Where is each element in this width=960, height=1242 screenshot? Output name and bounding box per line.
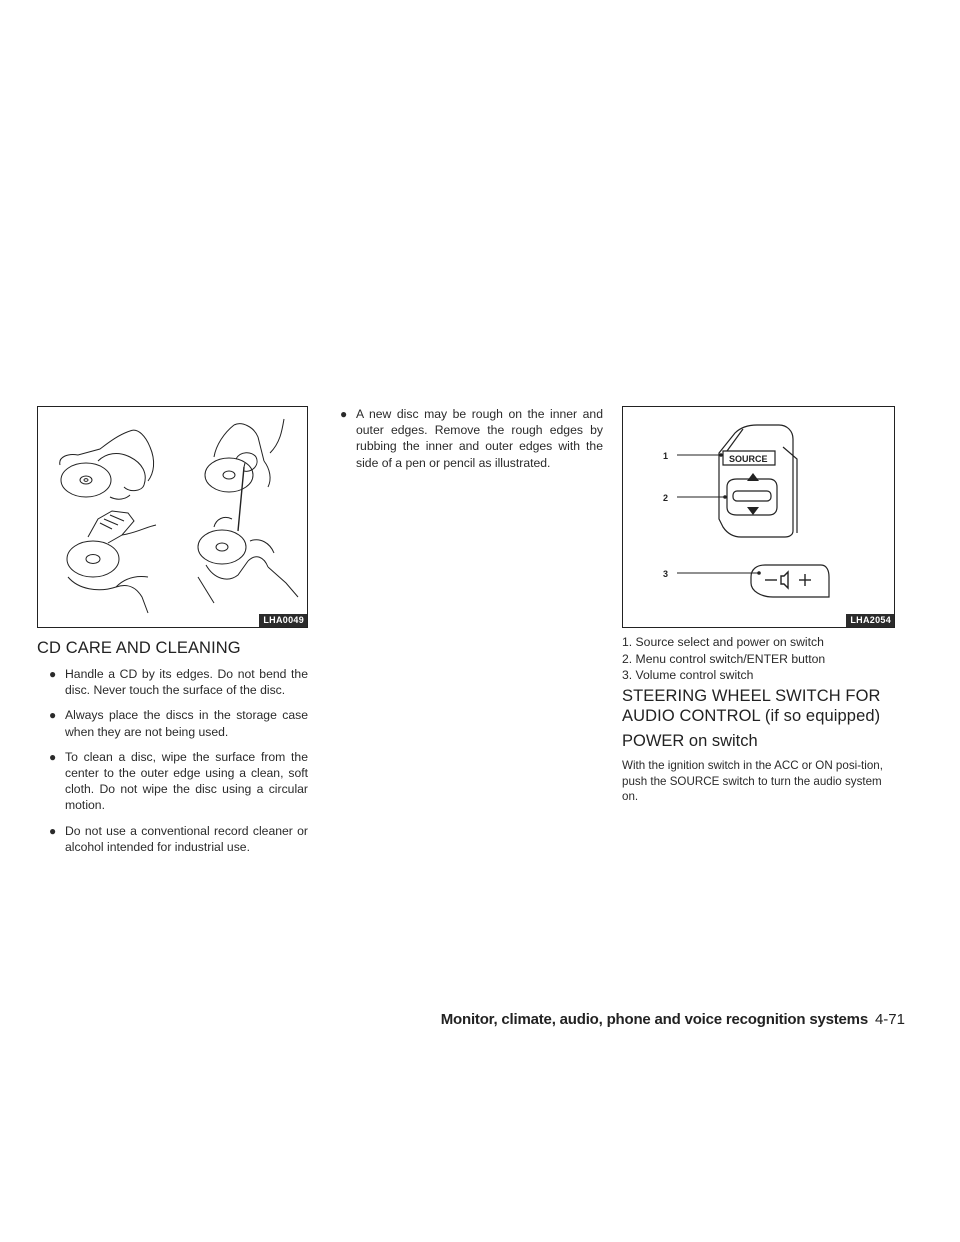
up-arrow-icon — [747, 473, 759, 481]
steering-switch-figure — [622, 406, 895, 628]
cd-care-bullets-continued — [339, 406, 603, 480]
page-footer — [441, 1011, 905, 1028]
callout-1: 1 — [663, 451, 669, 461]
legend-item: 2. Menu control switch/ENTER button — [622, 651, 826, 666]
steering-switch-illustration — [623, 407, 894, 627]
page-number: 4-71 — [874, 1011, 905, 1028]
callout-2: 2 — [663, 493, 669, 503]
list-item: ● Handle a CD by its edges. Do not bend the disc. Never touch the surface of the disc. — [49, 667, 308, 698]
legend-item: 1. Source select and power on switch — [622, 635, 824, 649]
cd-care-heading: CD CARE AND CLEANING — [37, 639, 241, 657]
cd-care-figure — [37, 406, 308, 628]
volume-icons — [765, 572, 811, 588]
source-button-label: SOURCE — [729, 454, 768, 464]
bullet-icon: ● — [49, 667, 57, 681]
power-on-paragraph: With the ignition switch in the ACC or ON posi-tion, push the SOURCE switch to turn the audio system on. — [622, 759, 883, 803]
cd-handling-illustration — [38, 407, 307, 627]
figure-code-lha0049: LHA0049 — [259, 614, 307, 627]
list-item: ● To clean a disc, wipe the surface from the center to the outer edge using a clean, soft cloth. Do not wipe the disc using a circular motion. — [49, 749, 308, 813]
list-item: ● A new disc may be rough on the inner and outer edges. Remove the rough edges by rubbing the inner and outer edges with the side of a pen or pencil as illustrated. — [340, 407, 603, 470]
bullet-icon: ● — [49, 749, 57, 764]
bullet-icon: ● — [49, 823, 57, 838]
bullet-icon: ● — [49, 708, 57, 723]
section-title: Monitor, climate, audio, phone and voice recognition systems — [440, 1011, 868, 1028]
speaker-icon — [781, 572, 788, 588]
cd-care-bullets — [48, 666, 308, 864]
legend-item: 3. Volume control switch — [622, 668, 754, 682]
switch-legend — [622, 634, 902, 684]
figure-code-lha2054: LHA2054 — [846, 614, 894, 627]
down-arrow-icon — [747, 507, 759, 515]
power-on-switch-heading: POWER on switch — [622, 732, 758, 750]
callout-3: 3 — [663, 569, 669, 579]
bullet-icon: ● — [340, 407, 348, 421]
list-item: ● Do not use a conventional record cleaner or alcohol intended for industrial use. — [49, 823, 308, 854]
steering-heading: STEERING WHEEL SWITCH FOR AUDIO CONTROL (if so equipped) — [622, 687, 881, 725]
list-item: ● Always place the discs in the storage case when they are not being used. — [49, 708, 308, 739]
